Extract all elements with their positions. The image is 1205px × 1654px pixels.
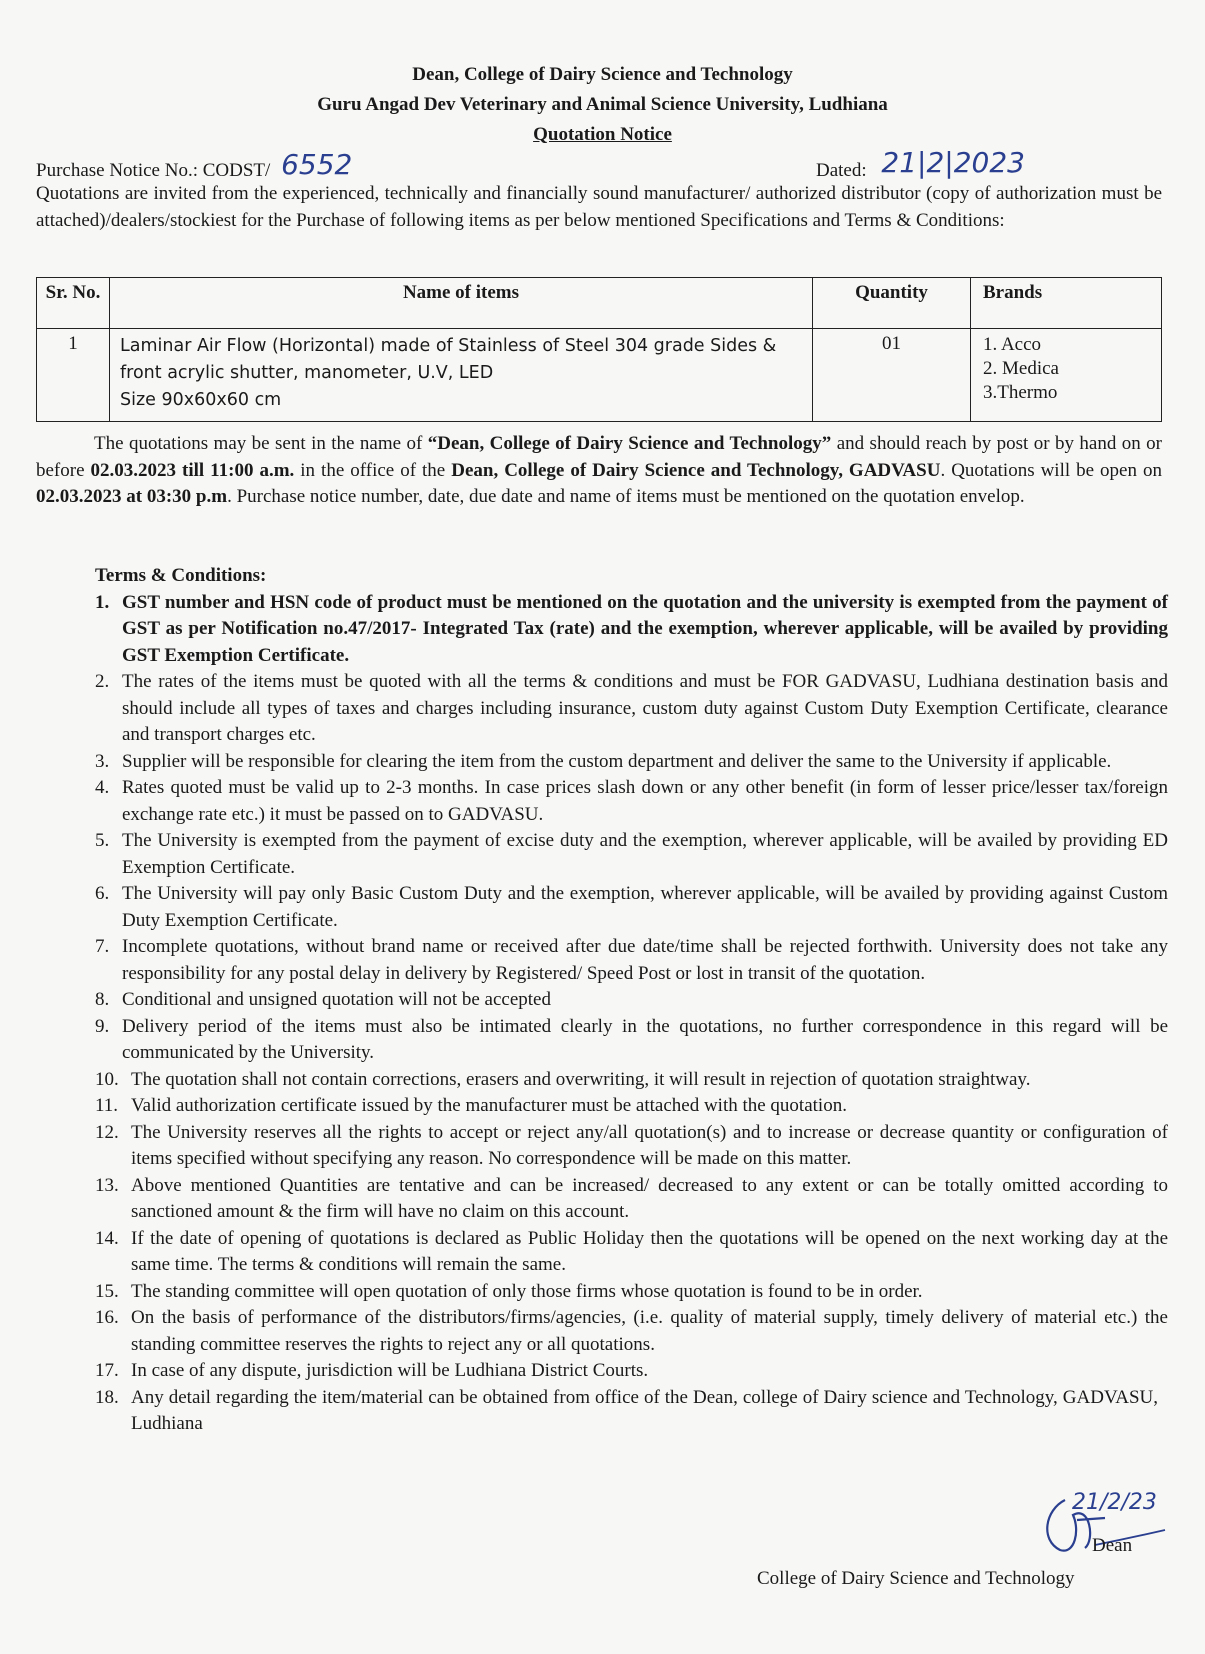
term-text: The standing committee will open quotation of only those firms whose quotation is found to be in order. <box>131 1280 923 1302</box>
term-item <box>95 1120 1168 1173</box>
terms-section <box>95 563 1168 1438</box>
term-number: 12. <box>95 1121 119 1143</box>
term-text: Any detail regarding the item/material can be obtained from office of the Dean, college of Dairy science and Technology, GADVASU, Ludhiana <box>131 1386 1158 1434</box>
term-item <box>95 775 1168 828</box>
term-item <box>95 1067 1168 1094</box>
cell-item-name <box>110 329 813 422</box>
term-item <box>95 749 1168 776</box>
term-number: 5. <box>95 830 110 851</box>
cell-brands <box>971 329 1162 422</box>
submission-deadline: 02.03.2023 till 11:00 a.m. <box>90 459 295 481</box>
dated-label: Dated: <box>816 160 867 181</box>
purchase-notice-label: Purchase Notice No.: CODST/ <box>36 160 271 181</box>
term-item <box>95 1226 1168 1279</box>
term-text: On the basis of performance of the distributors/firms/agencies, (i.e. quality of material supply, timely delivery of material etc.) the standing committee reserves the rights to reject any or all quotations. <box>131 1307 1168 1355</box>
term-text: Conditional and unsigned quotation will not be accepted <box>122 989 551 1010</box>
col-header-brands: Brands <box>971 278 1162 329</box>
term-item <box>95 1385 1168 1438</box>
term-number: 14. <box>95 1227 119 1249</box>
term-number: 1. <box>95 591 110 613</box>
col-header-sr-no: Sr. No. <box>37 278 110 329</box>
term-text: The University is exempted from the payment of excise duty and the exemption, wherever applicable, will be availed by providing ED Exemption Certificate. <box>122 830 1168 878</box>
table-header-row <box>37 278 1162 329</box>
submission-office: Dean, College of Dairy Science and Technology, GADVASU <box>451 459 941 481</box>
dated-value: 21|2|2023 <box>881 146 1025 179</box>
term-item <box>95 987 1168 1014</box>
term-number: 8. <box>95 989 110 1010</box>
term-item <box>95 1173 1168 1226</box>
document-title: Quotation Notice <box>533 124 672 145</box>
term-number: 13. <box>95 1174 119 1196</box>
term-text: Incomplete quotations, without brand name or received after due date/time shall be rejected forthwith. University does not take any responsibility for any postal delay in delivery by Registered/ Speed Post or lost in transit of the quotation. <box>122 936 1168 984</box>
term-item <box>95 1305 1168 1358</box>
term-number: 2. <box>95 671 110 692</box>
term-item <box>95 934 1168 987</box>
cell-quantity: 01 <box>813 329 971 422</box>
term-item <box>95 590 1168 670</box>
item-line: Size 90x60x60 cm <box>120 390 282 410</box>
header-line-2: Guru Angad Dev Veterinary and Animal Science University, Ludhiana <box>317 94 888 115</box>
term-text: Delivery period of the items must also be intimated clearly in the quotations, no further correspondence in this regard will be communicated by the University. <box>122 1015 1168 1063</box>
submission-opening: 02.03.2023 at 03:30 p.m <box>36 486 228 507</box>
signature-date: 21/2/23 <box>1072 1490 1157 1515</box>
term-number: 9. <box>95 1015 110 1037</box>
dated-line <box>816 146 1025 183</box>
submission-text: and should reach by post or by hand on or before <box>36 433 1162 481</box>
term-text: Valid authorization certificate issued by the manufacturer must be attached with the quotation. <box>131 1095 847 1116</box>
purchase-notice-line <box>36 150 352 183</box>
term-text: The University reserves all the rights to accept or reject any/all quotation(s) and to increase or decrease quantity or configuration of items specified without specifying any reason. No correspondence will be made on this matter. <box>131 1121 1168 1169</box>
term-number: 18. <box>95 1386 119 1408</box>
term-text: If the date of opening of quotations is declared as Public Holiday then the quotations will be opened on the next working day at the same time. The terms & conditions will remain the same. <box>131 1227 1168 1275</box>
term-item <box>95 1014 1168 1067</box>
term-number: 11. <box>95 1095 119 1116</box>
term-text: Above mentioned Quantities are tentative and can be increased/ decreased to any extent or can be totally omitted according to sanctioned amount & the firm will have no claim on this account. <box>131 1174 1168 1222</box>
term-number: 4. <box>95 777 110 798</box>
term-item <box>95 881 1168 934</box>
submission-paragraph <box>36 431 1162 511</box>
term-item <box>95 1093 1168 1120</box>
term-text: The quotation shall not contain corrections, erasers and overwriting, it will result in rejection of quotation straightway. <box>131 1068 1031 1090</box>
cell-sr-no: 1 <box>37 329 110 422</box>
term-text: The rates of the items must be quoted with all the terms & conditions and must be FOR GADVASU, Ludhiana destination basis and should include all types of taxes and charges including insurance, custom duty against Custom Duty Exemption Certificate, clearance and transport charges etc. <box>122 671 1168 745</box>
header-line-1: Dean, College of Dairy Science and Technology <box>412 64 793 85</box>
term-item <box>95 669 1168 749</box>
intro-paragraph: Quotations are invited from the experienced, technically and financially sound manufacturer/ authorized distributor (copy of authorization must be attached)/dealers/stockiest for the Purchase of following items as per below mentioned Specifications and Terms & Conditions: <box>36 183 1162 231</box>
signatory-designation: Dean <box>1092 1535 1133 1556</box>
brand-item: 2. Medica <box>983 358 1059 379</box>
submission-addressee: “Dean, College of Dairy Science and Technology” <box>427 433 832 454</box>
term-item <box>95 828 1168 881</box>
term-number: 10. <box>95 1068 119 1090</box>
submission-text: . Quotations will be open on <box>940 459 1162 481</box>
purchase-notice-number: 6552 <box>281 148 353 181</box>
term-item <box>95 1358 1168 1385</box>
term-text: Supplier will be responsible for clearing the item from the custom department and deliver the same to the University if applicable. <box>122 750 1112 772</box>
item-line: Laminar Air Flow (Horizontal) made of Stainless of Steel 304 grade Sides & <box>120 336 777 356</box>
term-number: 3. <box>95 750 110 772</box>
submission-text: . Purchase notice number, date, due date and name of items must be mentioned on the quotation envelop. <box>227 486 1025 507</box>
term-text: The University will pay only Basic Custom Duty and the exemption, wherever applicable, will be availed by providing against Custom Duty Exemption Certificate. <box>122 883 1168 931</box>
terms-title: Terms & Conditions: <box>95 565 267 586</box>
term-number: 6. <box>95 883 110 904</box>
term-number: 16. <box>95 1307 119 1328</box>
col-header-quantity: Quantity <box>813 278 971 329</box>
submission-text: in the office of the <box>294 459 452 481</box>
brand-item: 1. Acco <box>983 334 1042 355</box>
term-number: 15. <box>95 1280 119 1302</box>
col-header-name: Name of items <box>110 278 813 329</box>
term-item <box>95 1279 1168 1306</box>
term-number: 7. <box>95 936 110 957</box>
term-number: 17. <box>95 1360 119 1381</box>
item-line: front acrylic shutter, manometer, U.V, LED <box>120 363 494 383</box>
term-text: GST number and HSN code of product must be mentioned on the quotation and the university is exempted from the payment of GST as per Notification no.47/2017- Integrated Tax (rate) and the exemption, wherever applicable, will be availed by providing GST Exemption Certificate. <box>122 591 1168 666</box>
table-row <box>37 329 1162 422</box>
term-text: Rates quoted must be valid up to 2-3 months. In case prices slash down or any other benefit (in form of lesser price/lesser tax/foreign exchange rate etc.) it must be passed on to GADVASU. <box>122 777 1168 825</box>
submission-text: The quotations may be sent in the name of <box>94 433 428 454</box>
items-table <box>36 277 1162 422</box>
signatory-college: College of Dairy Science and Technology <box>757 1568 1075 1589</box>
brand-item: 3.Thermo <box>983 382 1058 403</box>
term-text: In case of any dispute, jurisdiction will be Ludhiana District Courts. <box>131 1360 649 1381</box>
